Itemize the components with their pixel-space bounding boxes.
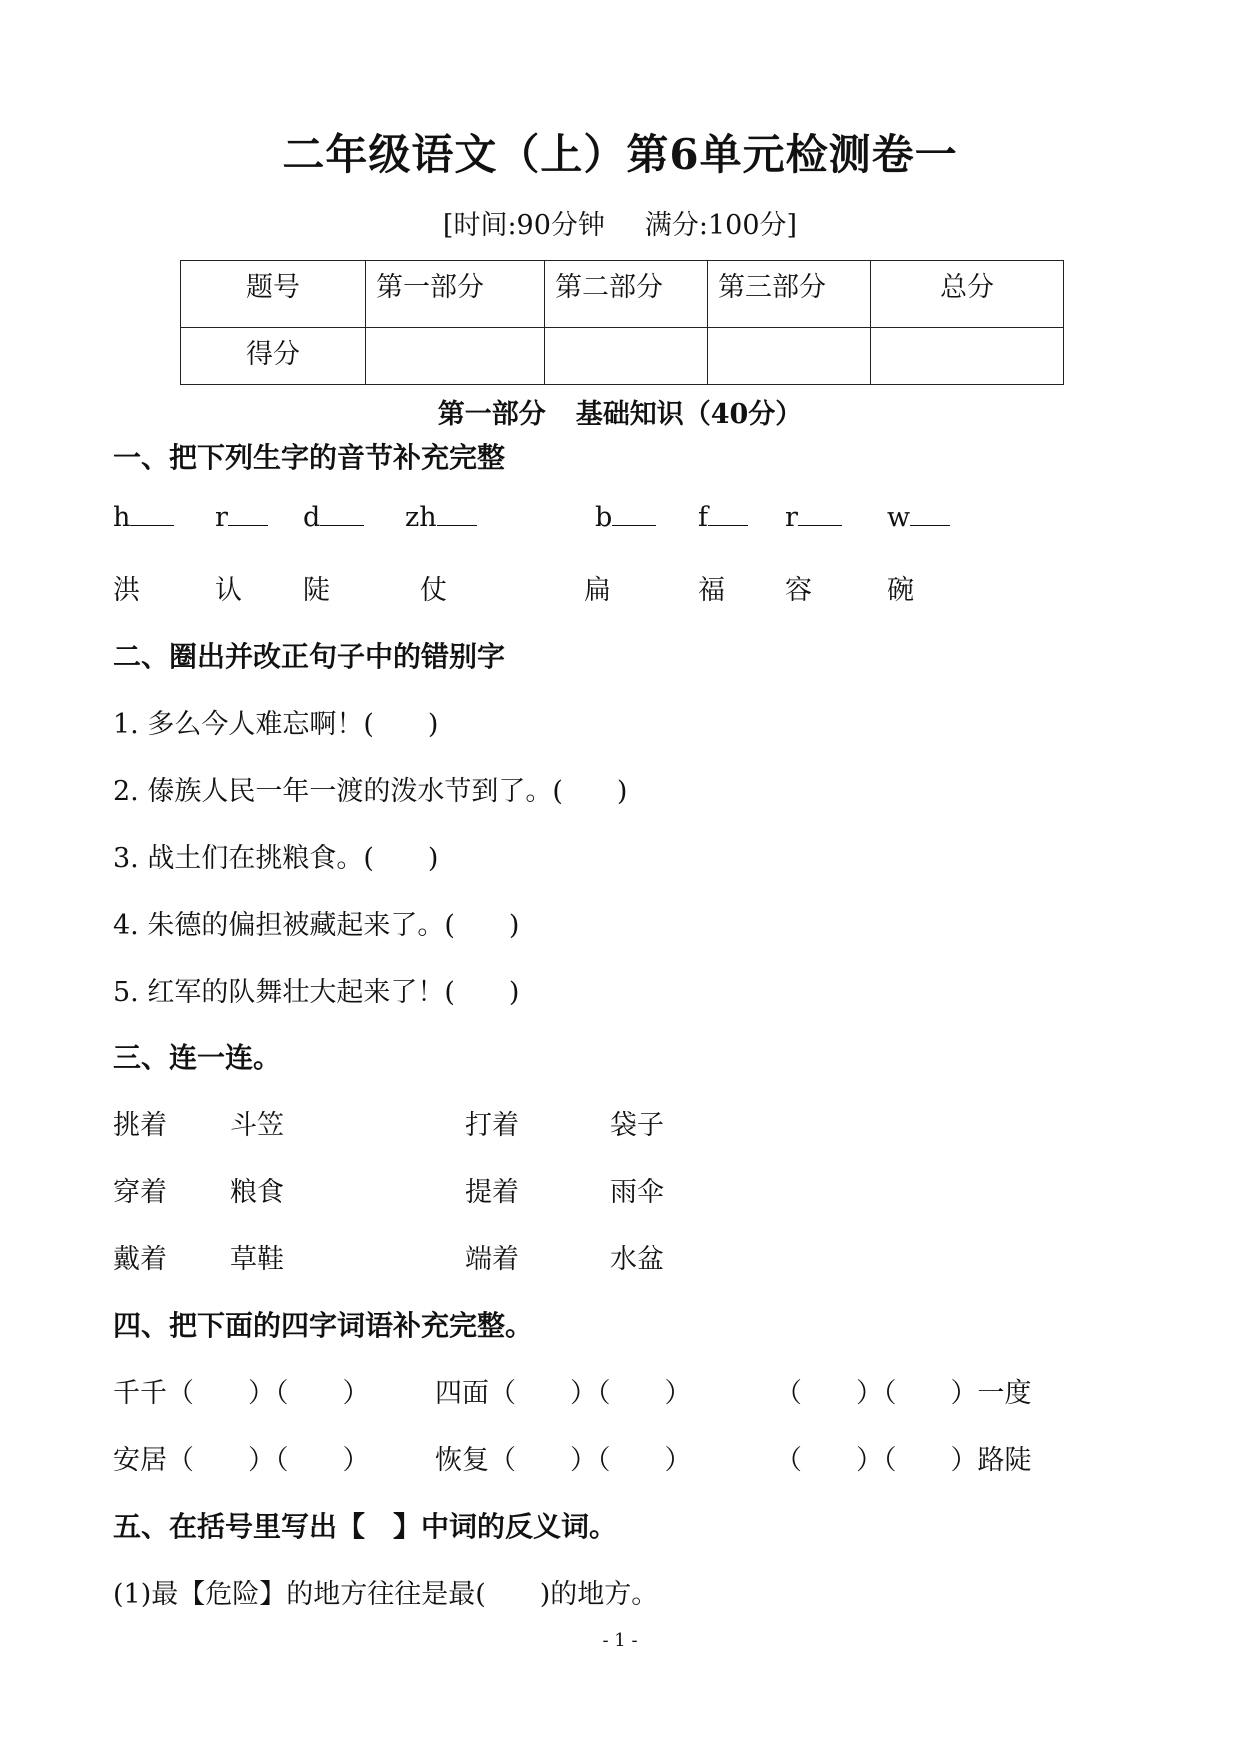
- match-noun: 斗笠: [230, 1110, 284, 1141]
- character: 仗: [420, 575, 447, 606]
- section-4-heading: 四、把下面的四字词语补充完整。: [113, 1309, 534, 1342]
- score-table-header-cell: 题号: [181, 261, 366, 328]
- score-table: [180, 260, 1064, 385]
- pinyin-item: [405, 502, 477, 533]
- idiom-item: （ ）（ ）一度: [775, 1378, 1032, 1409]
- match-verb: 端着: [465, 1244, 519, 1275]
- fill-blank: [437, 524, 477, 526]
- section-3-heading: 三、连一连。: [113, 1041, 282, 1074]
- pinyin-initial: b: [595, 502, 613, 533]
- fill-blank: [708, 524, 748, 526]
- part-one-subtitle: 基础知识（40分）: [575, 399, 803, 430]
- pinyin-initial: r: [785, 502, 798, 533]
- score-table-header-cell: 第二部分: [545, 261, 708, 328]
- score-table-header-cell: 第三部分: [708, 261, 871, 328]
- page-number: - 1 -: [602, 1630, 638, 1651]
- score-cell-empty: [871, 328, 1064, 385]
- match-noun: 草鞋: [230, 1244, 284, 1275]
- character: 认: [215, 575, 242, 606]
- match-noun: 粮食: [230, 1177, 284, 1208]
- pinyin-item: [785, 502, 842, 533]
- match-verb: 打着: [465, 1110, 519, 1141]
- score-table-header-cell: 总分: [871, 261, 1064, 328]
- idiom-item: （ ）（ ）路陡: [775, 1445, 1032, 1476]
- exam-full-score: 满分:100分]: [644, 210, 798, 241]
- question-item: 3. 战土们在挑粮食。( ): [113, 843, 439, 874]
- exam-info: [0, 203, 1240, 242]
- exam-time: [时间:90分钟: [442, 210, 605, 241]
- character: 福: [698, 575, 725, 606]
- fill-blank: [910, 524, 950, 526]
- match-noun: 水盆: [610, 1244, 664, 1275]
- score-row-label: 得分: [181, 328, 366, 385]
- fill-blank: [612, 524, 656, 526]
- score-table-header-row: [181, 261, 1064, 328]
- part-one-title: [0, 392, 1240, 431]
- pinyin-initial: d: [303, 502, 321, 533]
- score-cell-empty: [366, 328, 545, 385]
- match-verb: 穿着: [113, 1177, 167, 1208]
- question-item: 5. 红军的队舞壮大起来了！( ): [113, 977, 520, 1008]
- match-verb: 挑着: [113, 1110, 167, 1141]
- score-cell-empty: [708, 328, 871, 385]
- match-noun: 雨伞: [610, 1177, 664, 1208]
- score-table-score-row: [181, 328, 1064, 385]
- character: 陡: [303, 575, 330, 606]
- fill-blank: [228, 524, 268, 526]
- match-verb: 提着: [465, 1177, 519, 1208]
- section-5-heading: 五、在括号里写出【 】中词的反义词。: [113, 1510, 618, 1543]
- pinyin-item: [303, 502, 364, 533]
- pinyin-initial: w: [887, 502, 911, 533]
- question-item: (1)最【危险】的地方往往是最( )的地方。: [113, 1579, 659, 1610]
- section-1-heading: 一、把下列生字的音节补充完整: [113, 441, 506, 474]
- character: 容: [785, 575, 812, 606]
- match-noun: 袋子: [610, 1110, 664, 1141]
- idiom-item: 恢复（ ）（ ）: [435, 1445, 692, 1476]
- section-2-heading: 二、圈出并改正句子中的错别字: [113, 640, 506, 673]
- score-cell-empty: [545, 328, 708, 385]
- question-item: 1. 多么今人难忘啊！( ): [113, 709, 439, 740]
- pinyin-item: [887, 502, 950, 533]
- question-item: 2. 傣族人民一年一渡的泼水节到了。( ): [113, 776, 628, 807]
- character: 洪: [113, 575, 140, 606]
- page-title: 二年级语文（上）第6单元检测卷一: [282, 130, 958, 179]
- idiom-item: 千千（ ）（ ）: [113, 1378, 370, 1409]
- fill-blank: [130, 524, 174, 526]
- pinyin-initial: f: [698, 502, 708, 533]
- part-one-name: 第一部分: [437, 399, 546, 430]
- question-item: 4. 朱德的偏担被藏起来了。( ): [113, 910, 520, 941]
- fill-blank: [320, 524, 364, 526]
- score-table-header-cell: 第一部分: [366, 261, 545, 328]
- pinyin-item: [595, 502, 656, 533]
- idiom-item: 四面（ ）（ ）: [435, 1378, 692, 1409]
- idiom-item: 安居（ ）（ ）: [113, 1445, 370, 1476]
- character: 扁: [584, 575, 611, 606]
- pinyin-initial: h: [113, 502, 131, 533]
- match-verb: 戴着: [113, 1244, 167, 1275]
- pinyin-item: [698, 502, 748, 533]
- fill-blank: [798, 524, 842, 526]
- pinyin-initial: zh: [405, 502, 437, 533]
- pinyin-initial: r: [215, 502, 228, 533]
- pinyin-item: [113, 502, 174, 533]
- character: 碗: [887, 575, 914, 606]
- pinyin-item: [215, 502, 268, 533]
